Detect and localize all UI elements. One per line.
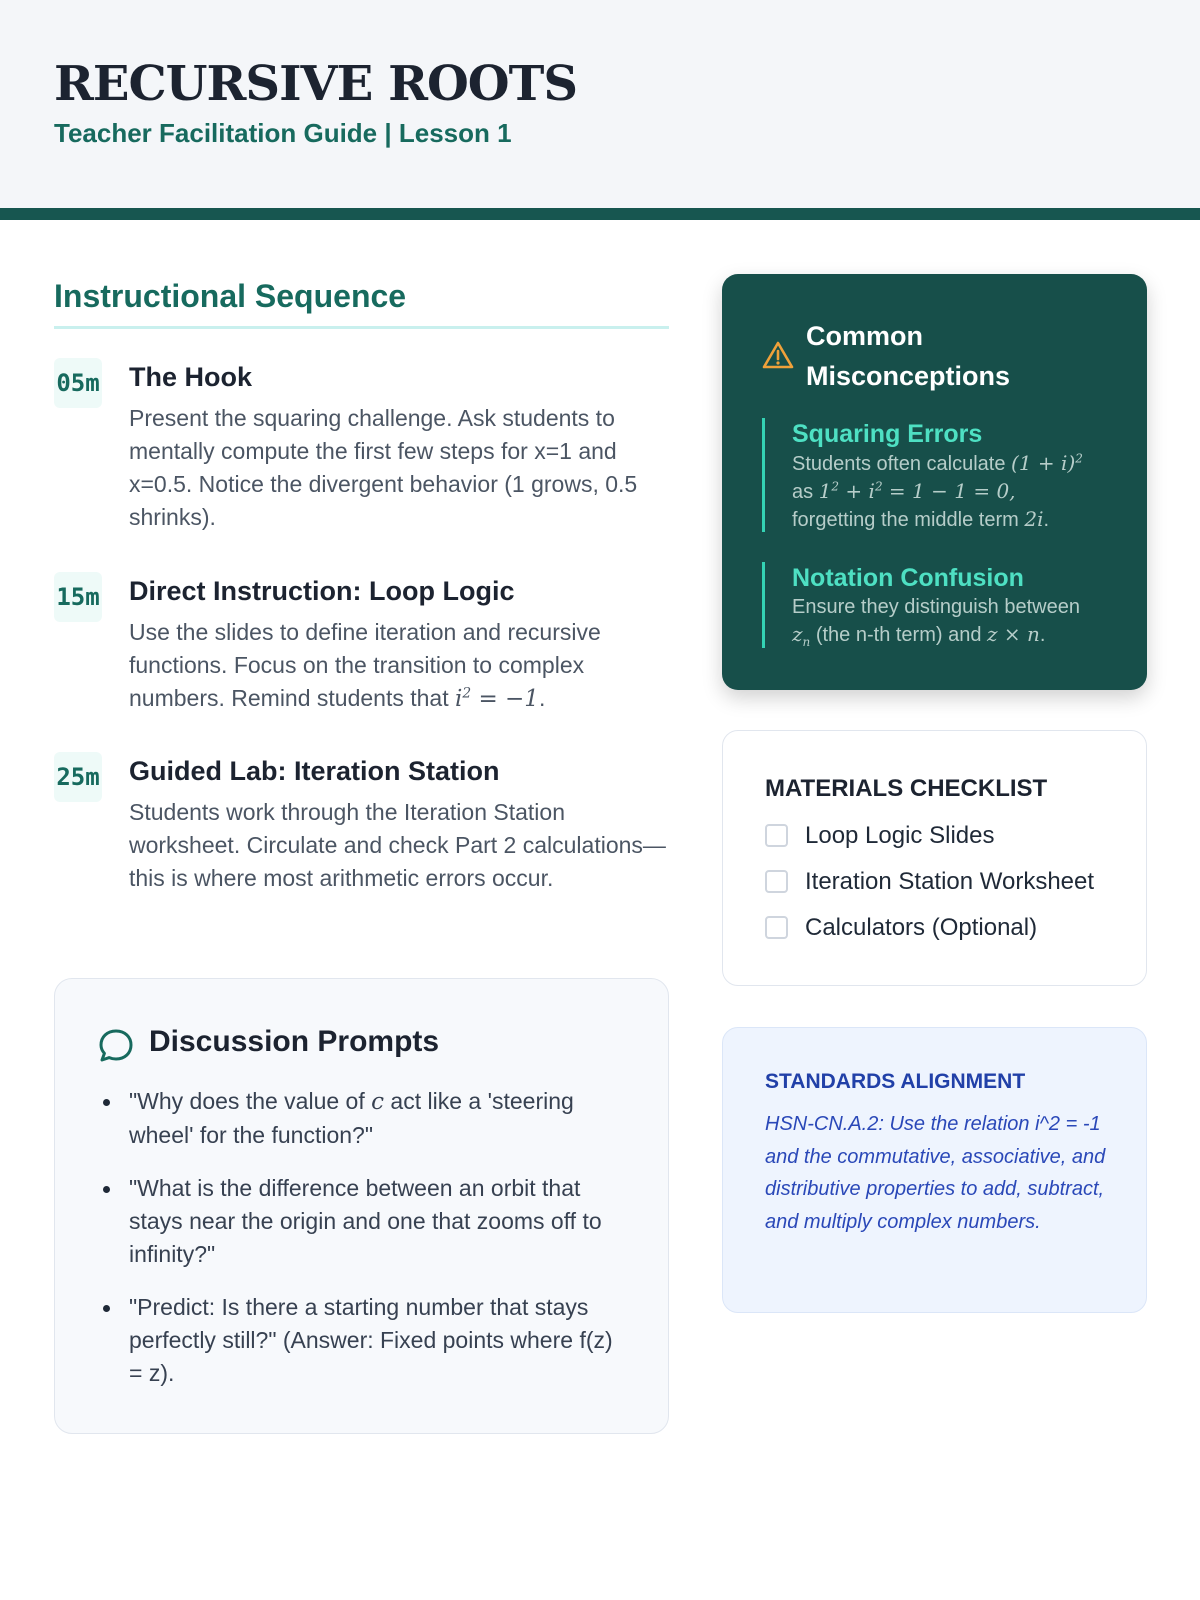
step-duration-badge: 15m	[54, 572, 102, 622]
header-divider	[0, 208, 1200, 220]
section-divider	[54, 326, 669, 329]
section-title-instructional-sequence: Instructional Sequence	[54, 278, 407, 314]
misconception-title: Notation Confusion	[792, 564, 1024, 592]
math-i-squared: $i^2 = -1$	[455, 685, 539, 712]
standards-alignment-card	[722, 1027, 1147, 1313]
discussion-title: Discussion Prompts	[149, 1025, 440, 1058]
misconceptions-title: Common Misconceptions	[806, 321, 1011, 391]
checklist-label: Calculators (Optional)	[805, 914, 1038, 941]
checkbox[interactable]	[765, 870, 788, 893]
standards-text: HSN-CN.A.2: Use the relation i^2 = -1 and the commutative, associative, and distributive properties to add, subtract, and multiply complex numbers.	[765, 1113, 1106, 1233]
checklist-label: Loop Logic Slides	[805, 822, 995, 849]
step-title: The Hook	[129, 362, 253, 392]
misconceptions-card	[722, 274, 1147, 690]
misconception-item-squaring	[762, 418, 1112, 532]
misconception-description: Ensure they distinguish between $z_n$ (the n-th term) and z × n.	[792, 596, 1080, 649]
step-duration-badge: 25m	[54, 752, 102, 802]
page-header	[0, 0, 1200, 208]
warning-icon	[762, 340, 794, 370]
materials-title: MATERIALS CHECKLIST	[765, 775, 1048, 802]
step-description: Students work through the Iteration Station worksheet. Circulate and check Part 2 calculations—this is where most arithmetic errors occur.	[129, 799, 666, 891]
checkbox[interactable]	[765, 824, 788, 847]
checkbox[interactable]	[765, 916, 788, 939]
step-description: Use the slides to define iteration and recursive functions. Focus on the transition to complex numbers. Remind students that $i^2 = -1$.	[129, 619, 601, 712]
discussion-prompt: "Why does the value of c act like a 'steering wheel' for the function?"	[99, 1085, 629, 1152]
step-title: Guided Lab: Iteration Station	[129, 756, 500, 786]
discussion-prompt: "Predict: Is there a starting number that stays perfectly still?" (Answer: Fixed points where f(z) = z).	[99, 1291, 629, 1390]
standards-title: STANDARDS ALIGNMENT	[765, 1070, 1026, 1093]
step-duration-badge: 05m	[54, 358, 102, 408]
misconception-description: Students often calculate $(1 + i)^2$ as $1^2 + i^2 = 1 - 1 = 0$, forgetting the middle term 2i.	[792, 451, 1083, 531]
step-title: Direct Instruction: Loop Logic	[129, 576, 515, 606]
checklist-label: Iteration Station Worksheet	[805, 868, 1095, 895]
sequence-step-guided-lab	[54, 752, 674, 932]
document-subtitle: Teacher Facilitation Guide | Lesson 1	[54, 118, 512, 148]
misconception-item-notation	[762, 562, 1112, 648]
step-description: Present the squaring challenge. Ask students to mentally compute the first few steps for x=1 and x=0.5. Notice the divergent behavior (1 grows, 0.5 shrinks).	[129, 405, 638, 530]
discussion-list	[99, 1085, 629, 1410]
sequence-step-direct-instruction	[54, 572, 674, 712]
step-description-text: Use the slides to define iteration and recursive functions. Focus on the transition to complex numbers. Remind students that	[129, 619, 601, 711]
sequence-step-hook	[54, 358, 674, 538]
discussion-prompt: "What is the difference between an orbit that stays near the origin and one that zooms off to infinity?"	[99, 1172, 629, 1271]
materials-checklist-card	[722, 730, 1147, 986]
document-title: RECURSIVE ROOTS	[54, 56, 577, 112]
speech-bubble-icon	[97, 1027, 135, 1065]
discussion-prompts-card	[54, 978, 669, 1434]
misconception-title: Squaring Errors	[792, 420, 983, 448]
